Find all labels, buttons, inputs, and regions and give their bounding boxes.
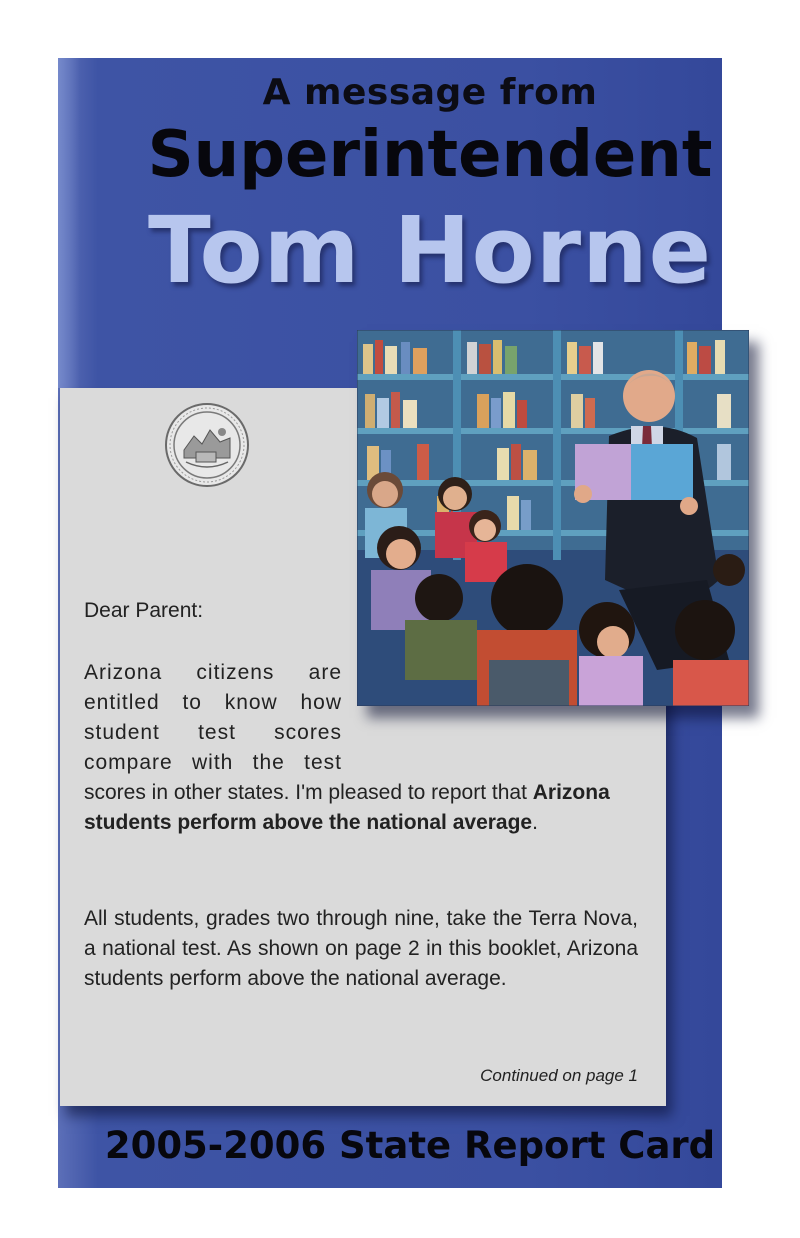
header-name: Tom Horne	[147, 197, 713, 304]
letter-paragraph-1-continued	[84, 778, 638, 838]
footer-title: 2005-2006 State Report Card	[104, 1124, 716, 1167]
letter-highlight: Arizona students perform above the national average	[84, 781, 610, 834]
panel-highlight	[58, 58, 80, 388]
header-line-2: Superintendent	[147, 118, 713, 192]
letter-paragraph-1-end: .	[532, 811, 538, 834]
letter-paragraph-2: All students, grades two through nine, take the Terra Nova, a national test. As shown on page 2 in this booklet, Arizona students perform above the national average.	[84, 907, 638, 990]
continued-note: Continued on page 1	[480, 1066, 638, 1085]
header-line-1: A message from	[262, 72, 598, 113]
letter-salutation: Dear Parent:	[84, 599, 204, 622]
letter-paragraph-1-wrapped: Arizona citizens are entitled to know how student test scores compare with the test	[84, 661, 342, 774]
superintendent-reading-photo	[357, 330, 749, 706]
letter-paragraph-1-rest: scores in other states. I'm pleased to report that	[84, 781, 527, 804]
state-seal-icon	[164, 402, 250, 488]
